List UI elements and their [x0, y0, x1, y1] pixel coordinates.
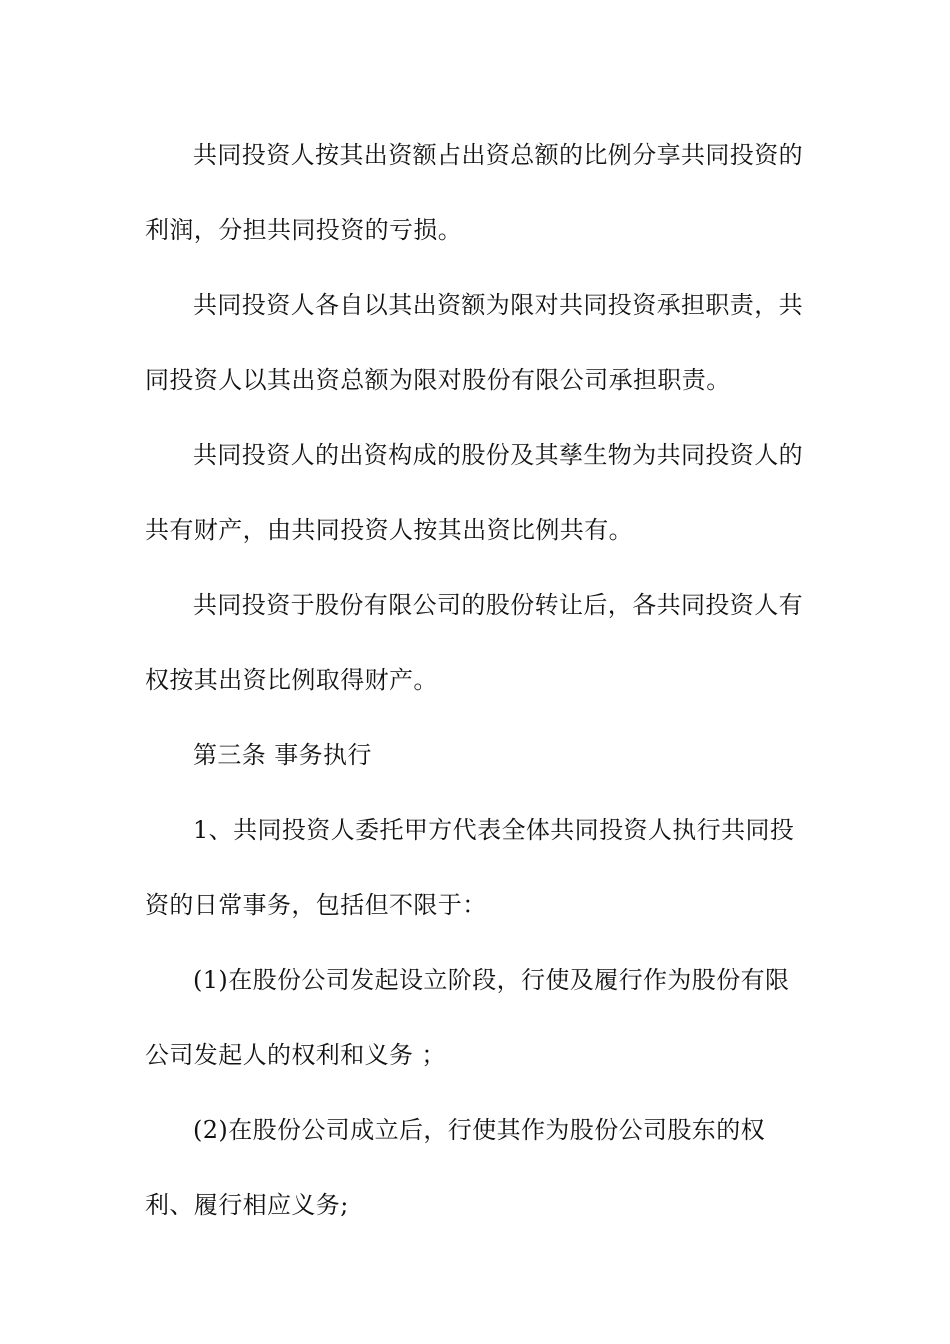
paragraph-share-transfer: 共同投资于股份有限公司的股份转让后，各共同投资人有权按其出资比例取得财产。: [145, 591, 803, 694]
document-body: [145, 118, 810, 1243]
list-item-2: (2)在股份公司成立后，行使其作为股份公司股东的权利、履行相应义务;: [145, 1116, 765, 1219]
section-heading-article-3: 第三条 事务执行: [193, 741, 372, 769]
paragraph-liability: 共同投资人各自以其出资额为限对共同投资承担职责，共同投资人以其出资总额为限对股份有限公司承担职责。: [145, 291, 803, 394]
paragraph-delegation: 1、共同投资人委托甲方代表全体共同投资人执行共同投资的日常事务，包括但不限于：: [145, 816, 795, 919]
list-item-1: (1)在股份公司发起设立阶段，行使及履行作为股份有限公司发起人的权利和义务 ；: [145, 966, 790, 1069]
paragraph-common-property: 共同投资人的出资构成的股份及其孳生物为共同投资人的共有财产，由共同投资人按其出资比例共有。: [145, 441, 803, 544]
paragraph-profit-sharing: 共同投资人按其出资额占出资总额的比例分享共同投资的利润，分担共同投资的亏损。: [145, 141, 803, 244]
